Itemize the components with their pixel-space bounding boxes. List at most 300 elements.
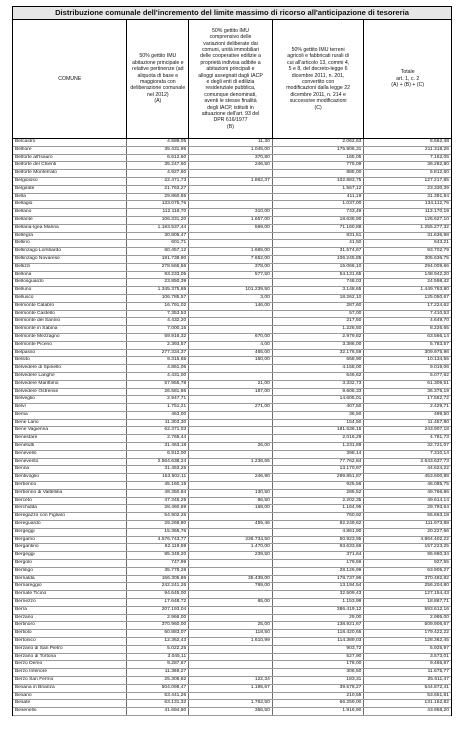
cell-comune: Benevento [13,459,127,466]
cell-col-c: 2.202,35 [273,498,365,505]
cell-col-b: 1.045,00 [189,147,273,154]
cell-col-a: 601,71 [127,240,189,247]
cell-col-b: 7.652,00 [189,256,273,263]
cell-col-a: 59.916,32 [127,334,189,341]
cell-col-c: 50.923,95 [273,537,365,544]
cell-total: 2.995,00 [429,614,449,620]
cell-total: 4.864.402,22 [420,536,449,542]
cell-col-a: 5.022,25 [127,646,189,653]
table-row [13,466,451,474]
cell-col-c: 3.148,65 [273,287,365,294]
cell-total: 36.375,19 [427,388,449,394]
header-comune: COMUNE [13,20,127,138]
cell-col-a: 94.645,00 [127,591,189,598]
cell-col-c: 3.332,73 [273,381,365,388]
cell-col-a: 35.778,28 [127,568,189,575]
cell-col-b [189,233,273,240]
table-row [13,615,451,623]
cell-col-a: 9.287,67 [127,661,189,668]
cell-col-a: 62.119,59 [127,544,189,551]
cell-total: 509.906,67 [424,622,449,628]
cell-col-b: 455,46 [189,521,273,528]
cell-comune: Benna [13,466,127,473]
cell-col-a: 6.912,00 [127,451,189,458]
table-row [13,560,451,568]
cell-total: 5.812,60 [429,170,449,176]
cell-col-b: 1.762,50 [189,700,273,707]
cell-col-c: 28.126,99 [273,568,365,575]
cell-total: 2.643.637,73 [420,458,449,464]
cell-col-c: 411,19 [273,194,365,201]
cell-comune: Berzo San Fermo [13,677,127,684]
table-row [13,537,451,545]
cell-comune: Belmonte in Sabina [13,326,127,333]
cell-comune: Benestare [13,435,127,442]
cell-col-a: 7.353,53 [127,311,189,318]
cell-col-c: 175.906,31 [273,147,365,154]
cell-comune: Berlingo [13,568,127,575]
cell-total: 126.627,10 [424,216,449,222]
cell-col-a: 22.471,73 [127,178,189,185]
cell-col-a: 2.765,44 [127,435,189,442]
cell-total: 36.282,80 [427,162,449,168]
cell-comune: Belvedere di Spinello [13,365,127,372]
cell-col-b: 26,00 [189,443,273,450]
cell-comune: Belpasso [13,350,127,357]
cell-col-a: 11.369,27 [127,669,189,676]
cell-comune: Bellona [13,272,127,279]
cell-comune: Belgioioso [13,178,127,185]
cell-col-c: 210,55 [273,693,365,700]
cell-col-b [189,669,273,676]
cell-total: 179.422,22 [424,630,449,636]
table-row [13,521,451,529]
cell-comune: Belforte all'Isauro [13,155,127,162]
cell-col-c: 71.160,88 [273,225,365,232]
cell-total: 134.112,76 [424,201,449,207]
cell-total: 32.721,07 [427,443,449,449]
cell-col-a: 3.045,11 [127,654,189,661]
table-sheet [12,6,452,716]
table-row [13,622,451,630]
cell-comune: Bellosguardo [13,279,127,286]
table-row [13,147,451,155]
cell-col-a: 112.116,70 [127,209,189,216]
table-row [13,326,451,334]
table-row [13,708,451,716]
cell-col-c: 217,50 [273,318,365,325]
cell-col-c: 9.606,33 [273,389,365,396]
cell-col-c: 183,31 [273,677,365,684]
cell-col-b [189,326,273,333]
table-row [13,248,451,256]
cell-col-c: 57,00 [273,311,365,318]
cell-col-a: 57.955,78 [127,381,189,388]
cell-col-a: 17.648,72 [127,599,189,606]
cell-col-c: 41,50 [273,240,365,247]
cell-total: 61.309,51 [427,380,449,386]
cell-total: 43.968,20 [427,708,449,714]
cell-comune: Bema [13,412,127,419]
cell-col-a: 60.457,12 [127,248,189,255]
cell-col-c: 1.916,90 [273,708,365,715]
cell-col-b: 670,00 [189,334,273,341]
cell-col-a: 53.441,26 [127,693,189,700]
cell-col-a: 21.763,27 [127,186,189,193]
table-row [13,474,451,482]
cell-total: 24.598,42 [427,279,449,285]
table-row [13,381,451,389]
table-row [13,443,451,451]
cell-col-c: 306,50 [273,669,365,676]
cell-col-c: 1.231,89 [273,443,365,450]
cell-col-b: 3,00 [189,295,273,302]
cell-total: 2.429,71 [429,404,449,410]
cell-col-a: 1.751,21 [127,404,189,411]
cell-col-b: 1.470,00 [189,544,273,551]
cell-col-b [189,240,273,247]
cell-total: 4.781,73 [429,435,449,441]
cell-col-a: 15.365,76 [127,529,189,536]
cell-col-c: 2.979,82 [273,334,365,341]
cell-col-c: 407,50 [273,404,365,411]
table-header [12,20,452,139]
cell-col-b [189,170,273,177]
cell-total: 128.362,45 [424,638,449,643]
cell-total: 256.204,80 [424,583,449,589]
cell-comune: Besate [13,700,127,707]
table-row [13,583,451,591]
cell-total: 49.766,86 [427,489,449,495]
cell-comune: Bellagio [13,201,127,208]
table-row [13,186,451,194]
table-row [13,350,451,358]
cell-col-b [189,186,273,193]
cell-comune: Bellinzago Lombardo [13,248,127,255]
cell-col-b [189,427,273,434]
cell-col-c: 14.605,01 [273,396,365,403]
table-row [13,295,451,303]
cell-comune: Berra [13,607,127,614]
table-row [13,654,451,662]
cell-total: 17.552,72 [427,396,449,402]
cell-col-b: 21,00 [189,381,273,388]
cell-col-a: 49.350,84 [127,490,189,497]
cell-comune: Belvedere Ostrense [13,389,127,396]
cell-col-a: 29.860,65 [127,194,189,201]
cell-total: 63.566,14 [427,333,449,339]
table-row [13,607,451,615]
table-row [13,225,451,233]
cell-comune: Bene Vagienna [13,427,127,434]
table-row [13,170,451,178]
cell-total: 7.410,53 [429,310,449,316]
cell-col-b [189,646,273,653]
cell-total: 5.783,57 [429,341,449,347]
cell-total: 20.227,66 [427,528,449,534]
cell-total: 7.310,14 [429,450,449,456]
cell-col-b: 236.734,50 [189,537,273,544]
table-row [13,279,451,287]
cell-col-a: 747,99 [127,560,189,567]
cell-col-c: 775,09 [273,162,365,169]
cell-col-b [189,513,273,520]
cell-col-c: 658,90 [273,357,365,364]
cell-total: 53.651,81 [427,692,449,698]
table-row [13,318,451,326]
table-row [13,661,451,669]
cell-comune: Belvì [13,404,127,411]
cell-col-c: 1.226,50 [273,326,365,333]
cell-col-c: 299.851,87 [273,474,365,481]
cell-col-b [189,661,273,668]
cell-col-c: 15.066,10 [273,264,365,271]
table-row [13,311,451,319]
cell-total: 127.217,85 [424,177,449,183]
cell-total: 499,50 [434,411,449,417]
table-row [13,194,451,202]
cell-col-a: 2.564.638,24 [127,459,189,466]
cell-comune: Bergamo [13,537,127,544]
cell-col-c: 2.016,29 [273,435,365,442]
cell-col-c: 2.062,63 [273,139,365,146]
cell-col-a: 28.460,69 [127,505,189,512]
cell-total: 29.793,64 [427,505,449,511]
cell-col-b: 1.610,99 [189,638,273,645]
cell-col-b [189,529,273,536]
cell-col-b: 370,80 [189,155,273,162]
cell-col-b [189,194,273,201]
cell-col-b [189,396,273,403]
table-row [13,357,451,365]
cell-comune: Bertonico [13,638,127,645]
cell-col-c: 831,51 [273,233,365,240]
cell-col-c: 285,52 [273,490,365,497]
cell-comune: Bellizzi [13,264,127,271]
cell-col-c: 179,56 [273,560,365,567]
cell-col-c: 760,92 [273,513,365,520]
cell-col-c: 13.170,97 [273,466,365,473]
cell-col-a: 11.303,30 [127,420,189,427]
table-row [13,638,451,646]
cell-comune: Bellusco [13,295,127,302]
cell-total: 5.925,97 [429,645,449,651]
cell-col-a: 133.075,76 [127,201,189,208]
cell-comune: Bellino [13,240,127,247]
cell-total: 643,21 [434,240,449,246]
cell-comune: Besano [13,693,127,700]
cell-col-a: 4.576.743,77 [127,537,189,544]
cell-comune: Bene Lario [13,420,127,427]
cell-total: 3.573,01 [429,653,449,659]
table-row [13,412,451,420]
cell-comune: Berbenno di Valtellina [13,490,127,497]
cell-comune: Bellinzago Novarese [13,256,127,263]
table-row [13,693,451,701]
header-col-a: 50% gettito IMU abitazione principale e relative pertinenze (ad aliquota di base e maggiorata con deliberazione comunale nel 2012) (A) [127,20,189,138]
cell-col-c: 743,49 [273,209,365,216]
cell-col-b [189,318,273,325]
cell-col-c: 154,50 [273,420,365,427]
cell-comune: Benetutti [13,443,127,450]
cell-col-c: 13.194,54 [273,583,365,590]
cell-comune: Bellaria-Igea Marina [13,225,127,232]
table-row [13,482,451,490]
cell-col-a: 153.502,11 [127,474,189,481]
table-body [12,139,452,716]
cell-col-b [189,279,273,286]
cell-col-c: 178,00 [273,661,365,668]
cell-comune: Berzano di San Pietro [13,646,127,653]
cell-comune: Bergolo [13,560,127,567]
cell-col-c: 1.037,00 [273,201,365,208]
cell-comune: Belmonte del Sannio [13,318,127,325]
cell-comune: Berbenno [13,482,127,489]
cell-col-c: 165,05 [273,155,365,162]
cell-comune: Belvedere Langhe [13,373,127,380]
cell-col-b [189,568,273,575]
cell-col-b [189,591,273,598]
cell-comune: Bentivoglio [13,474,127,481]
cell-col-c: 1.153,99 [273,599,365,606]
cell-total: 111.973,88 [425,521,449,527]
cell-comune: Berzo Demo [13,661,127,668]
cell-col-b: 1.665,00 [189,248,273,255]
table-row [13,576,451,584]
table-row [13,178,451,186]
table-row [13,490,451,498]
cell-col-a: 2.966,00 [127,615,189,622]
cell-col-c: 114.389,03 [273,638,365,645]
cell-col-a: 4.589,05 [127,139,189,146]
table-row [13,334,451,342]
table-row [13,404,451,412]
cell-col-a: 242.241,26 [127,583,189,590]
cell-col-b: 35.439,00 [189,576,273,583]
cell-col-a: 35.431,95 [127,147,189,154]
cell-col-b [189,607,273,614]
cell-col-a: 62.371,03 [127,427,189,434]
cell-total: 211.318,26 [424,146,449,152]
table-row [13,240,451,248]
cell-col-a: 7.000,15 [127,326,189,333]
cell-col-c: 181.536,15 [273,427,365,434]
cell-col-a: 23.850,39 [127,279,189,286]
table-row [13,201,451,209]
cell-col-a: 207.193,04 [127,607,189,614]
cell-col-a: 93.233,05 [127,272,189,279]
cell-col-a: 191.738,90 [127,256,189,263]
cell-col-c: 885,00 [273,170,365,177]
cell-comune: Berzo Inferiore [13,669,127,676]
cell-comune: Bergeggi [13,552,127,559]
cell-col-c: 82.249,62 [273,521,365,528]
cell-total: 294.009,66 [424,263,449,269]
table-row [13,396,451,404]
cell-col-a: 47.345,29 [127,498,189,505]
table-row [13,599,451,607]
cell-col-b: 271,00 [189,404,273,411]
cell-col-a: 1.345.375,65 [127,287,189,294]
cell-total: 453.600,88 [424,474,449,480]
cell-total: 11.675,77 [427,669,449,675]
cell-col-a: 25.305,82 [127,677,189,684]
table-row [13,544,451,552]
table-row [13,256,451,264]
cell-comune: Bellegra [13,233,127,240]
cell-col-a: 95.349,20 [127,552,189,559]
cell-comune: Belveglio [13,396,127,403]
cell-col-a: 4.927,60 [127,170,189,177]
cell-col-a: 16.791,02 [127,303,189,310]
table-row [13,459,451,467]
cell-comune: Berzano di Tortona [13,654,127,661]
cell-total: 17.224,62 [427,302,449,308]
cell-col-c: 32.509,43 [273,591,365,598]
cell-comune: Berzano [13,615,127,622]
cell-col-a: 278.565,56 [127,264,189,271]
cell-comune: Berchidda [13,505,127,512]
cell-col-b: 1.657,00 [189,217,273,224]
cell-col-c: 4.861,90 [273,529,365,536]
cell-col-c: 287,60 [273,303,365,310]
cell-total: 309.975,96 [424,349,449,355]
table-row [13,568,451,576]
cell-col-b [189,693,273,700]
cell-comune: Bernezzo [13,599,127,606]
table-row [13,513,451,521]
cell-col-c: 748,03 [273,279,365,286]
cell-col-a: 41.694,80 [127,708,189,715]
cell-col-c: 118.420,65 [273,630,365,637]
cell-col-b: 569,00 [189,225,273,232]
cell-total: 11.457,80 [427,419,449,425]
cell-comune: Bellano [13,209,127,216]
cell-comune: Bernalda [13,576,127,583]
cell-comune: Bergeggi [13,529,127,536]
cell-comune: Belmonte Mezzagno [13,334,127,341]
table-row [13,420,451,428]
cell-col-b: 1.236,65 [189,459,273,466]
cell-total: 31.391,84 [427,193,449,199]
cell-col-c: 903,72 [273,646,365,653]
table-row [13,677,451,685]
cell-col-a: 2.393,57 [127,342,189,349]
table-row [13,685,451,693]
cell-col-b: 356,50 [189,708,273,715]
cell-col-b [189,560,273,567]
cell-col-b [189,412,273,419]
cell-comune: Belluno [13,287,127,294]
cell-total: 63.905,27 [427,567,449,573]
cell-col-c: 178.737,96 [273,576,365,583]
table-title: Distribuzione comunale dell'incremento del limite massimo di ricorso all'anticipazione di tesoreria [12,6,452,20]
cell-total: 95.960,34 [427,552,449,558]
cell-col-c: 32.176,59 [273,350,365,357]
table-row [13,287,451,295]
table-row [13,217,451,225]
cell-comune: Berceto [13,498,127,505]
cell-total: 593.612,16 [424,606,449,612]
cell-col-a: 106.331,20 [127,217,189,224]
cell-comune: Belvedere Marittimo [13,381,127,388]
cell-col-c: 29,00 [273,615,365,622]
cell-col-c: 31.574,67 [273,248,365,255]
table-row [13,529,451,537]
cell-total: 9.019,06 [429,365,449,371]
cell-col-a: 45.160,19 [127,482,189,489]
cell-col-c: 398,14 [273,451,365,458]
